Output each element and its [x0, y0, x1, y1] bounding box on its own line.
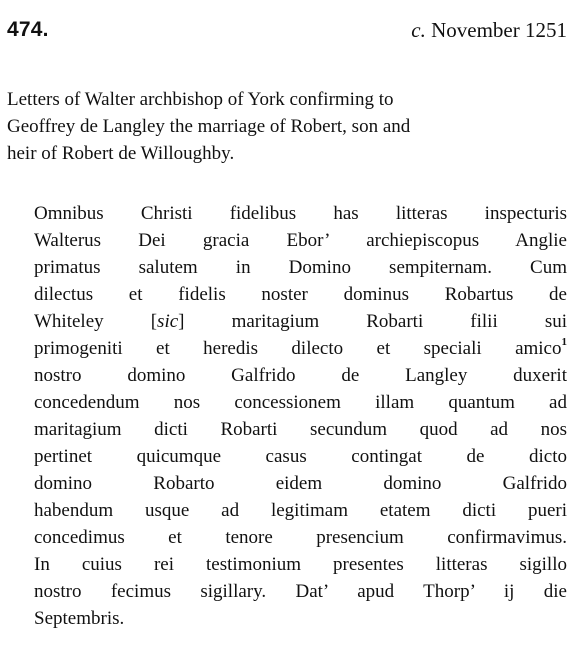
text-line: In cuius rei testimonium presentes litteras sigillo: [34, 554, 567, 575]
sic-bracket: [sic]: [150, 311, 185, 332]
text-fragment: maritagium Robarti filii sui: [231, 311, 567, 332]
text-line: pertinet quicumque casus contingat de dicto: [34, 446, 567, 467]
sic-note: sic: [157, 311, 179, 332]
text-line-sic: [34, 308, 567, 335]
text-line: Walterus Dei gracia Ebor’ archiepiscopus Anglie: [34, 230, 567, 251]
text-line: nostro domino Galfrido de Langley duxerit: [34, 365, 567, 386]
text-line: Omnibus Christi fidelibus has litteras inspecturis: [34, 203, 567, 224]
summary-line: heir of Robert de Willoughby.: [7, 143, 235, 164]
date-text: November 1251: [431, 18, 567, 42]
text-line: concedendum nos concessionem illam quantum ad: [34, 392, 567, 413]
latin-text: [34, 200, 567, 632]
document-date: [411, 18, 567, 43]
text-line: nostro fecimus sigillary. Dat’ apud Thorp’ ij die: [34, 581, 567, 602]
text-line: dilectus et fidelis noster dominus Robartus de: [34, 284, 567, 305]
text-line-last: Septembris.: [34, 608, 125, 629]
text-line-footnote: [34, 335, 567, 362]
text-line: primatus salutem in Domino sempiternam. Cum: [34, 257, 567, 278]
text-line: domino Robarto eidem domino Galfrido: [34, 473, 567, 494]
text-fragment: Whiteley: [34, 311, 104, 332]
text-fragment: primogeniti et heredis dilecto et speciali amico: [34, 338, 562, 359]
date-circa: c.: [411, 18, 426, 42]
summary-line: Geoffrey de Langley the marriage of Robert, son and: [7, 116, 411, 137]
summary-line: Letters of Walter archbishop of York confirming to: [7, 89, 394, 110]
footnote-marker: 1: [561, 336, 567, 348]
text-line: habendum usque ad legitimam etatem dicti pueri: [34, 500, 567, 521]
text-line: concedimus et tenore presencium confirmavimus.: [34, 527, 567, 548]
text-line: maritagium dicti Robarti secundum quod ad nos: [34, 419, 567, 440]
document-number: 474.: [7, 18, 49, 41]
document-header: [7, 18, 567, 50]
document-summary: [7, 86, 567, 167]
